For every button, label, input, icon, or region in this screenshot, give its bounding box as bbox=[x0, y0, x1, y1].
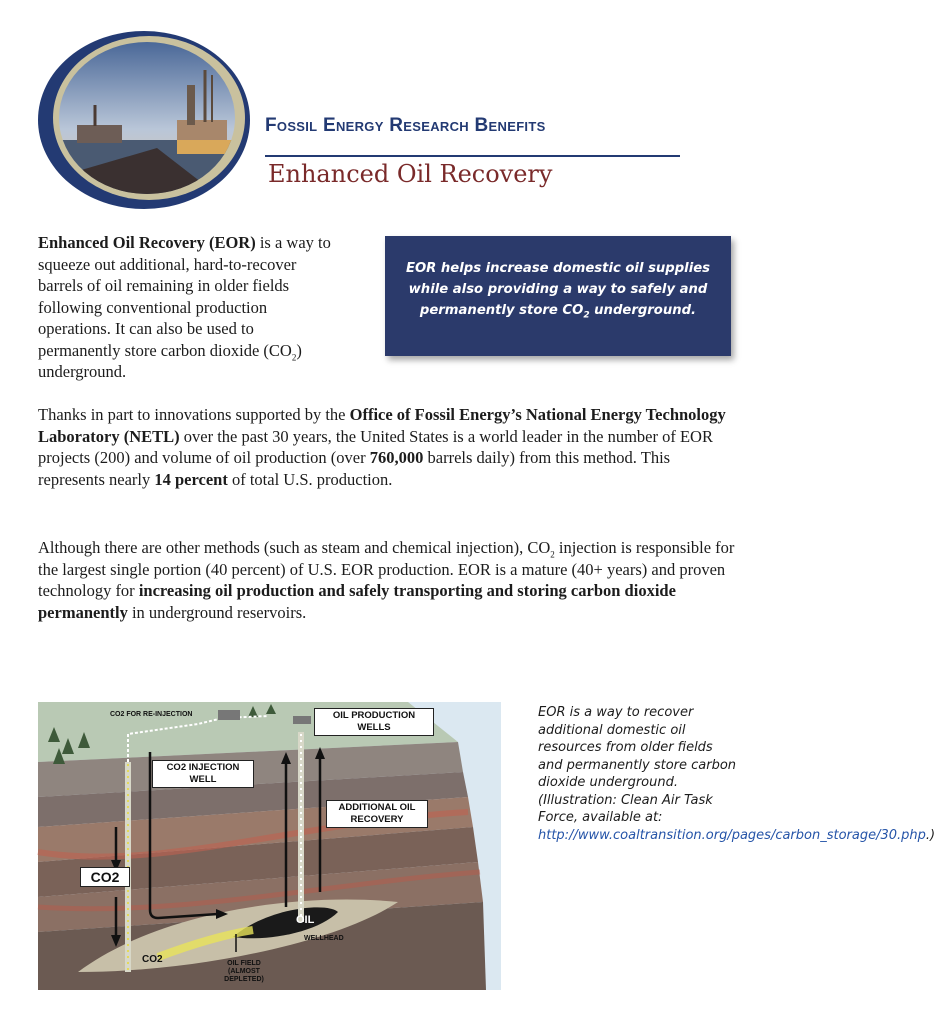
oil-field-label: OIL FIELD (ALMOST DEPLETED) bbox=[224, 960, 264, 983]
callout-text bbox=[385, 258, 731, 321]
wellhead-label: WELLHEAD bbox=[304, 935, 344, 942]
callout-text-b: underground. bbox=[589, 303, 697, 318]
p2-text-g: of total U.S. production. bbox=[227, 469, 393, 489]
callout-subscript: 2 bbox=[583, 310, 590, 321]
page-title: Enhanced Oil Recovery bbox=[268, 160, 553, 188]
caption-text: EOR is a way to recover additional domestic oil resources from older fields and permanently store carbon dioxide underground. (Illustration: Clean Air Task Force, available at: bbox=[538, 705, 737, 825]
intro-text: is a way to squeeze out additional, hard-to-recover barrels of oil remaining in older fields following conventional production operations. It can also be used to permanently store carbon dioxide (CO bbox=[38, 233, 331, 360]
eor-illustration bbox=[38, 702, 501, 990]
header-divider bbox=[265, 155, 680, 157]
caption-tail: .) bbox=[925, 827, 935, 843]
co2-injection-well-label: CO2 INJECTION WELL bbox=[152, 760, 254, 788]
offshore-platform-logo bbox=[37, 30, 251, 210]
netl-paragraph bbox=[38, 404, 738, 490]
oil-label: OIL bbox=[296, 914, 315, 926]
co2-reinjection-label: CO2 FOR RE-INJECTION bbox=[110, 711, 193, 718]
p2-text-a: Thanks in part to innovations supported by the bbox=[38, 405, 350, 424]
additional-oil-recovery-label: ADDITIONAL OIL RECOVERY bbox=[326, 800, 428, 828]
intro-subscript: 2 bbox=[291, 351, 297, 362]
p2-bold-office: Office of Fossil Energy’s National Energy Technology Laboratory (NETL) bbox=[38, 405, 726, 446]
p3-text-a: Although there are other methods (such as steam and chemical injection), CO bbox=[38, 538, 551, 557]
callout-text-a: EOR helps increase domestic oil supplies while also providing a way to safely and permanently store CO bbox=[405, 261, 711, 318]
co2-label: CO2 bbox=[80, 867, 130, 887]
source-link[interactable]: http://www.coaltransition.org/pages/carbon_storage/30.php bbox=[538, 827, 926, 843]
intro-lead: Enhanced Oil Recovery (EOR) bbox=[38, 233, 256, 252]
p2-bold-percent: 14 percent bbox=[154, 469, 228, 489]
p3-bold: increasing oil production and safely transporting and storing carbon dioxide permanently bbox=[38, 581, 676, 622]
program-title: Fossil Energy Research Benefits bbox=[265, 115, 546, 136]
p3-text-d: in underground reservoirs. bbox=[127, 602, 307, 622]
co2-small-label: CO2 bbox=[142, 954, 163, 965]
p2-text-c: over the past 30 years, the United States is a world leader in the number of EOR projects (200) and volume of oil production (over bbox=[38, 426, 713, 467]
intro-tail: ) underground. bbox=[38, 340, 302, 381]
p2-text-e: barrels daily) from this method. This represents nearly bbox=[38, 448, 671, 489]
illustration-caption bbox=[538, 704, 935, 844]
p2-bold-barrels: 760,000 bbox=[369, 448, 424, 467]
intro-paragraph bbox=[38, 232, 338, 383]
p3-subscript: 2 bbox=[550, 549, 555, 560]
injection-paragraph bbox=[38, 537, 738, 623]
callout-box bbox=[385, 236, 731, 356]
p3-text-b: injection is responsible for the largest single portion (40 percent) of U.S. EOR production. EOR is a mature (40+ years) and proven technology for bbox=[38, 538, 735, 600]
oil-production-wells-label: OIL PRODUCTION WELLS bbox=[314, 708, 434, 736]
eor-cross-section bbox=[38, 702, 501, 990]
